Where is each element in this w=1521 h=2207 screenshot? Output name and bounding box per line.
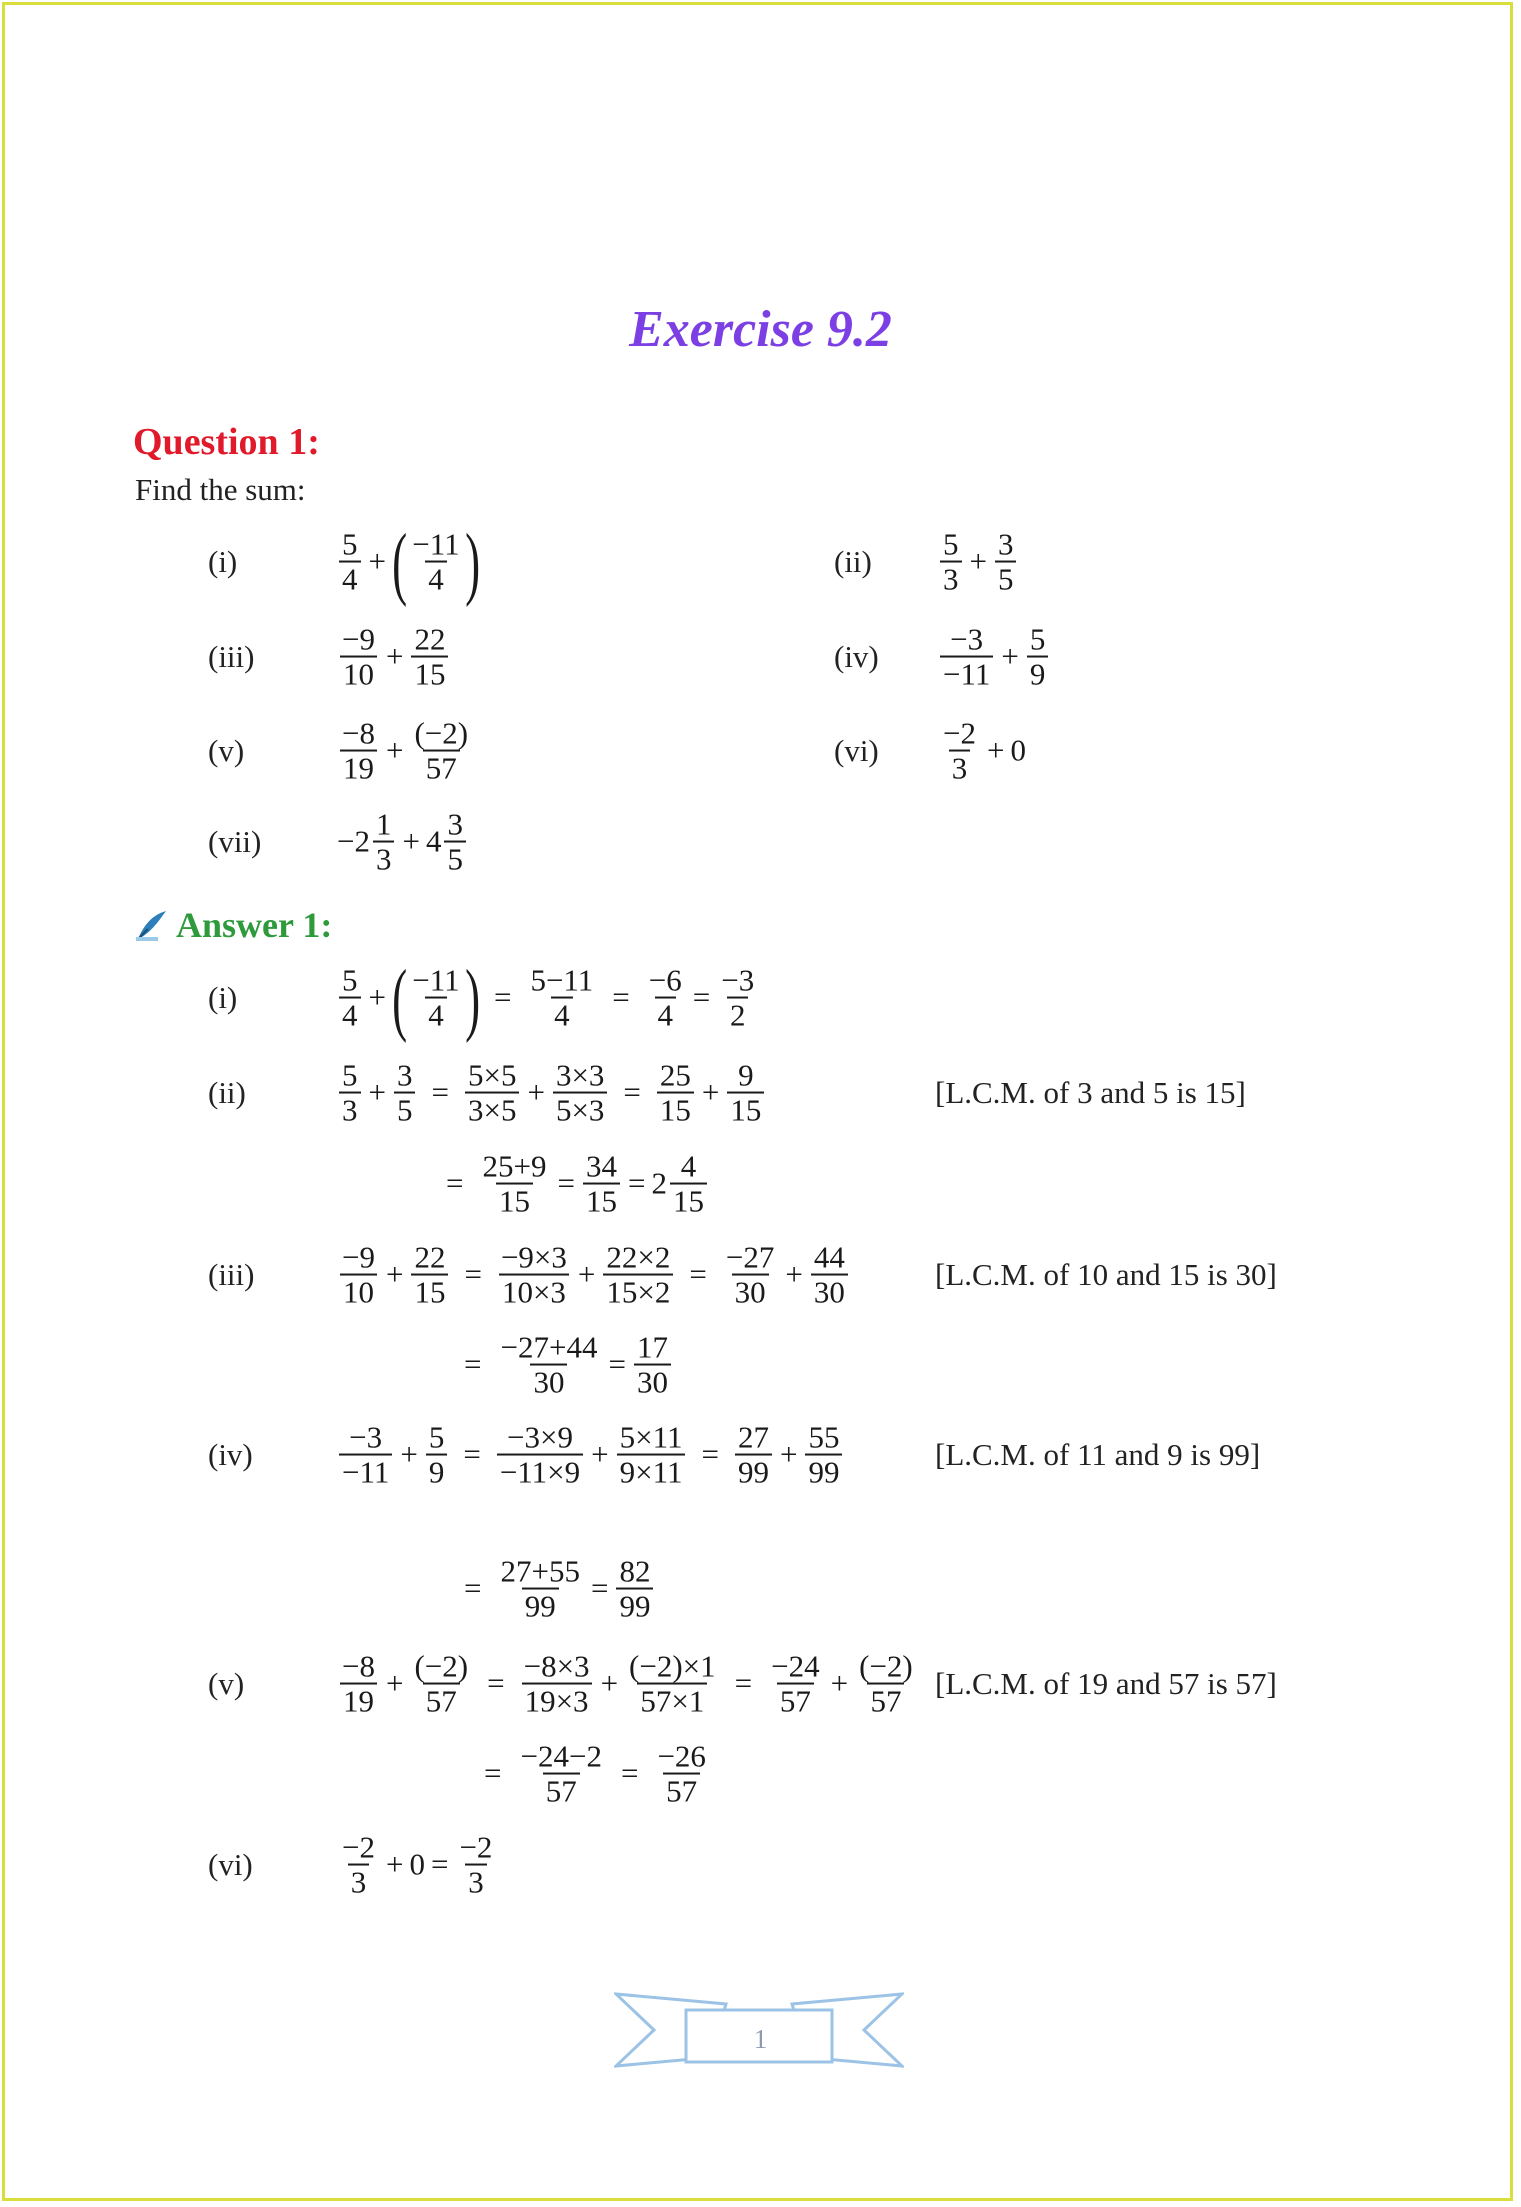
question-heading: Question 1: — [133, 421, 320, 463]
a-label-i: (i) — [208, 980, 238, 1015]
fraction: $\frac{5}{4}$ — [339, 528, 361, 597]
q-expr-v: $\frac{-8}{19}$ + $\frac{(-2)}{57}$ — [337, 717, 473, 786]
a-label-iii: (iii) — [208, 1257, 255, 1292]
q-label-ii: (ii) — [834, 544, 872, 579]
a-expr-ii: $\frac{5}{3}$ + $\frac{3}{5}$ = $\frac{5\times 5}{3\times 5}$ + $\frac{3\times 3}{5\times 3}$ = $\frac{25}{15}$ + $\frac{9}{15}$ — [337, 1059, 766, 1128]
note-lcm-v: [L.C.M. of 19 and 57 is 57] — [935, 1666, 1277, 1701]
page-number: 1 — [753, 2024, 768, 2054]
q-expr-i: $\frac{5}{4}$ + ( $\frac{-11}{4}$ ) — [337, 528, 480, 597]
q-expr-vii: −2 $\frac{1}{3}$ + 4 $\frac{3}{5}$ — [337, 808, 468, 877]
fraction: $\frac{-11}{4}$ — [412, 526, 460, 597]
note-lcm-ii: [L.C.M. of 3 and 5 is 15] — [935, 1075, 1246, 1110]
note-lcm-iii: [L.C.M. of 10 and 15 is 30] — [935, 1257, 1277, 1292]
a-expr-ii-cont: = $\frac{25+9}{15}$ = $\frac{34}{15}$ = 2 $\frac{4}{15}$ — [432, 1150, 709, 1219]
answer-heading — [134, 904, 332, 946]
answer-heading-text: Answer 1: — [176, 905, 333, 945]
a-label-vi: (vi) — [208, 1847, 253, 1882]
a-expr-i: $\frac{5}{4}$ + ( $\frac{-11}{4}$ ) = $\frac{5-11}{4}$ = $\frac{-6}{4}$ = $\frac{-3}{2}$ — [337, 964, 759, 1033]
a-expr-iv-cont: = $\frac{27+55}{99}$ = $\frac{82}{99}$ — [450, 1555, 655, 1624]
a-label-iv: (iv) — [208, 1437, 253, 1472]
q-expr-iii: $\frac{-9}{10}$ + $\frac{22}{15}$ — [337, 623, 450, 692]
q-label-iii: (iii) — [208, 639, 255, 674]
q-expr-iv: $\frac{-3}{-11}$ + $\frac{5}{9}$ — [938, 623, 1050, 692]
q-expr-vi: $\frac{-2}{3}$ + 0 — [943, 715, 1026, 786]
q-expr-ii: $\frac{5}{3}$ + $\frac{3}{5}$ — [938, 528, 1018, 597]
page-title: Exercise 9.2 — [629, 301, 892, 358]
a-expr-iii-cont: = $\frac{-27+44}{30}$ = $\frac{17}{30}$ — [450, 1331, 673, 1400]
a-expr-iii: $\frac{-9}{10}$ + $\frac{22}{15}$ = $\frac{-9\times 3}{10\times 3}$ + $\frac{22\times 2}{15\times 2}$ = $\frac{-27}{30}$ + $\frac{44}{30}$ — [337, 1241, 850, 1310]
q-label-v: (v) — [208, 733, 245, 768]
a-expr-iv: $\frac{-3}{-11}$ + $\frac{5}{9}$ = $\frac{-3\times 9}{-11\times 9}$ + $\frac{5\times 11}{9\times 11}$ = $\frac{27}{99}$ + $\frac{55}{99}$ — [337, 1421, 844, 1490]
a-label-ii: (ii) — [208, 1075, 246, 1110]
a-label-v: (v) — [208, 1666, 245, 1701]
a-expr-vi: $\frac{-2}{3}$ + 0 = $\frac{-2}{3}$ — [342, 1829, 493, 1900]
a-expr-v: $\frac{-8}{19}$ + $\frac{(-2)}{57}$ = $\frac{-8\times 3}{19\times 3}$ + $\frac{(-2)\times 1}{57\times 1}$ = $\frac{-24}{57}$ + $\frac{(-2)}{57}$ — [337, 1650, 918, 1719]
q-label-i: (i) — [208, 544, 238, 579]
note-lcm-iv: [L.C.M. of 11 and 9 is 99] — [935, 1437, 1261, 1472]
q-label-iv: (iv) — [834, 639, 879, 674]
a-expr-v-cont: = $\frac{-24-2}{57}$ = $\frac{-26}{57}$ — [484, 1738, 706, 1809]
quill-pen-icon — [134, 907, 170, 943]
q-label-vi: (vi) — [834, 733, 879, 768]
q-label-vii: (vii) — [208, 824, 262, 859]
question-text: Find the sum: — [135, 472, 306, 507]
